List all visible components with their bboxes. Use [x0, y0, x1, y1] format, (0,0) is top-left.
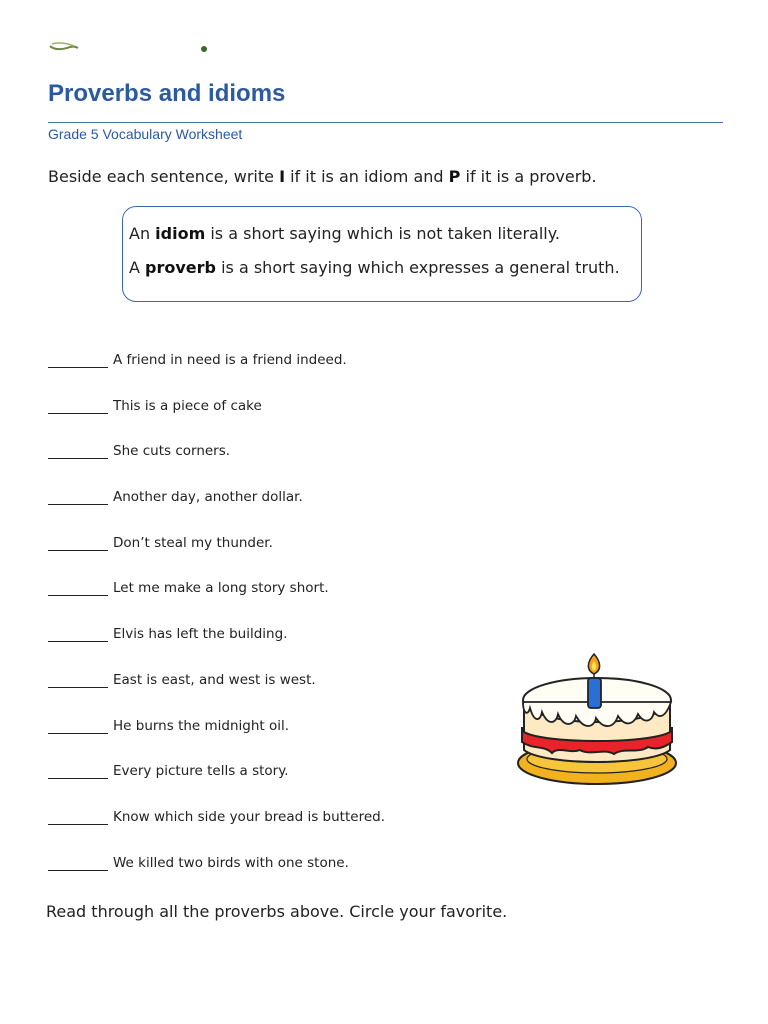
list-item: [48, 489, 385, 535]
list-item: [48, 718, 385, 764]
title-divider: [48, 122, 723, 123]
answer-blank[interactable]: [48, 718, 108, 734]
sentence-text: Don’t steal my thunder.: [113, 534, 273, 551]
sentence-text: She cuts corners.: [113, 443, 231, 460]
instructions: Beside each sentence, write I if it is an idiom and P if it is a proverb.: [48, 167, 597, 186]
sentence-text: Another day, another dollar.: [113, 489, 303, 506]
sentence-text: Know which side your bread is buttered.: [113, 808, 385, 825]
sentence-text: East is east, and west is west.: [113, 671, 316, 688]
sentence-text: Every picture tells a story.: [113, 763, 289, 780]
answer-blank[interactable]: [48, 809, 108, 825]
idiom-letter: I: [279, 167, 286, 186]
proverb-definition: A proverb is a short saying which expresses a general truth.: [129, 258, 620, 277]
answer-blank[interactable]: [48, 626, 108, 642]
sentence-text: He burns the midnight oil.: [113, 717, 290, 734]
idiom-definition: An idiom is a short saying which is not taken literally.: [129, 224, 560, 243]
logo-remnant: [48, 38, 218, 54]
sentence-text: Elvis has left the building.: [113, 626, 288, 643]
page-title: Proverbs and idioms: [48, 80, 286, 107]
sentence-text: A friend in need is a friend indeed.: [113, 352, 347, 368]
list-item: [48, 443, 385, 489]
list-item: [48, 626, 385, 672]
answer-blank[interactable]: [48, 489, 108, 505]
answer-blank[interactable]: [48, 580, 108, 596]
answer-blank[interactable]: [48, 672, 108, 688]
proverb-letter: P: [448, 167, 461, 186]
list-item: [48, 672, 385, 718]
list-item: [48, 398, 385, 444]
answer-blank[interactable]: [48, 398, 108, 414]
answer-blank[interactable]: [48, 855, 108, 871]
sentence-text: We killed two birds with one stone.: [113, 854, 349, 871]
sentence-text: Let me make a long story short.: [113, 580, 329, 597]
list-item: [48, 535, 385, 581]
answer-blank[interactable]: [48, 763, 108, 779]
sentence-text: This is a piece of cake: [113, 397, 262, 414]
answer-blank[interactable]: [48, 535, 108, 551]
definitions-box: [122, 206, 642, 302]
list-item: [48, 352, 385, 398]
page-subtitle: Grade 5 Vocabulary Worksheet: [48, 126, 243, 142]
list-item: [48, 580, 385, 626]
sentence-list: [48, 352, 385, 900]
list-item: [48, 855, 385, 901]
birthday-cake-icon: [514, 650, 680, 790]
list-item: [48, 809, 385, 855]
answer-blank[interactable]: [48, 443, 108, 459]
closing-instruction: Read through all the proverbs above. Circle your favorite.: [46, 902, 508, 921]
list-item: [48, 763, 385, 809]
answer-blank[interactable]: [48, 352, 108, 368]
